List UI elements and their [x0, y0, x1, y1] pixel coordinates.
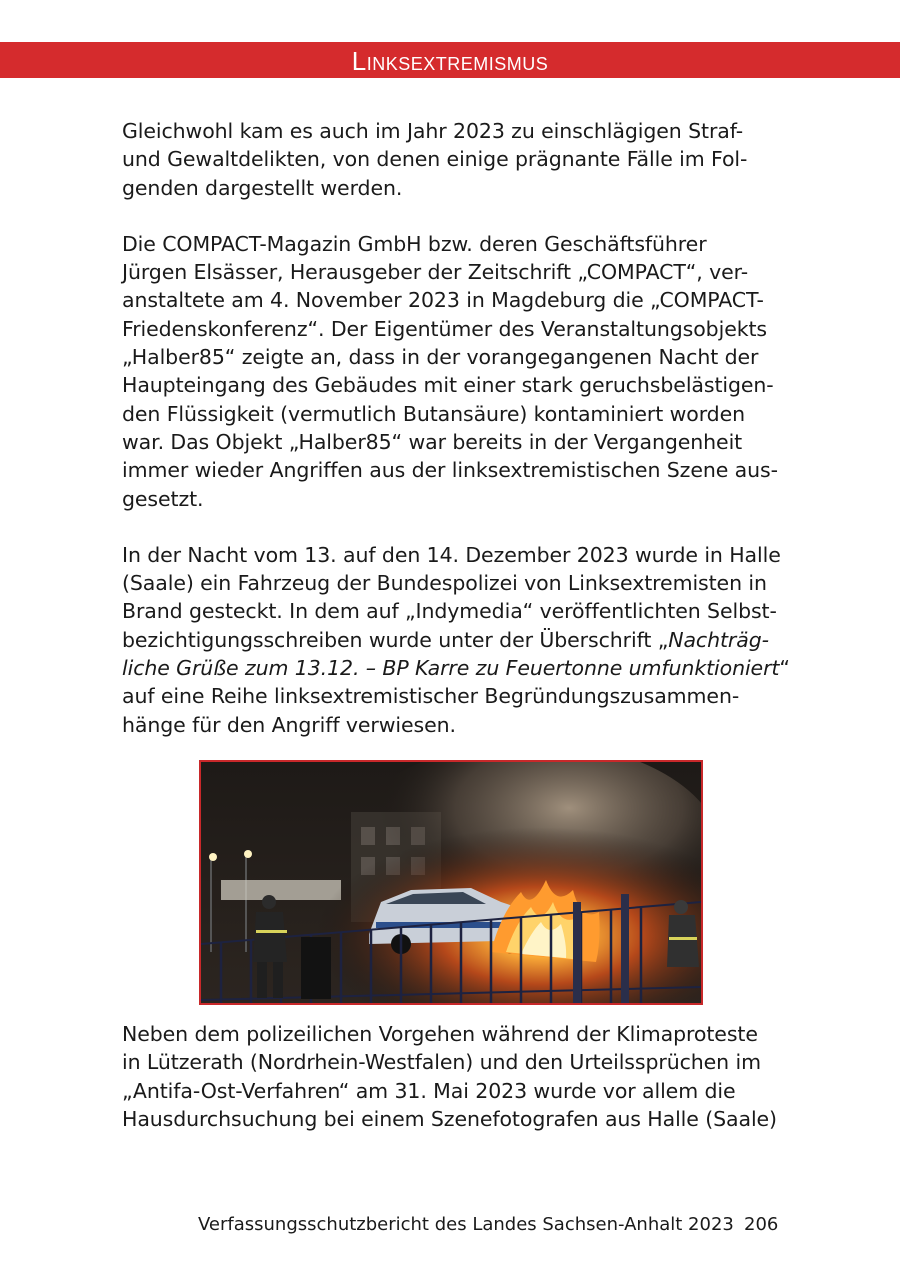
text-line: immer wieder Angriffen aus der linksextremistischen Szene aus- [122, 458, 778, 483]
text-line: Neben dem polizeilichen Vorgehen während der Klimaproteste [122, 1022, 758, 1046]
text-line: Friedenskonferenz“. Der Eigentümer des Veranstaltungsobjekts [122, 316, 767, 341]
footer-publication-title: Verfassungsschutzbericht des Landes Sachsen-Anhalt 2023 [198, 1214, 734, 1235]
text-line: hänge für den Angriff verwiesen. [122, 712, 456, 737]
text-line: „Halber85“ zeigte an, dass in der vorangegangenen Nacht der [122, 345, 759, 370]
paragraph-2 [122, 230, 782, 513]
text-line: anstaltete am 4. November 2023 in Magdeburg die „COMPACT- [122, 288, 764, 313]
text-segment: bezichtigungsschreiben wurde unter der Überschrift „ [122, 627, 669, 652]
photo-illustration [201, 762, 701, 1003]
paragraph-1 [122, 117, 782, 202]
text-line: genden dargestellt werden. [122, 175, 403, 200]
paragraph-4 [122, 1020, 782, 1133]
text-line: auf eine Reihe linksextremistischer Begründungszusammen- [122, 684, 740, 709]
paragraph-4-text [122, 1020, 782, 1133]
text-line [122, 626, 782, 654]
text-line [122, 654, 790, 682]
text-line: Die COMPACT-Magazin GmbH bzw. deren Geschäftsführer [122, 231, 707, 256]
text-line: in Lützerath (Nordrhein-Westfalen) und den Urteilssprüchen im [122, 1050, 761, 1075]
text-line: In der Nacht vom 13. auf den 14. Dezember 2023 wurde in Halle [122, 542, 781, 567]
quoted-headline-start: Nachträg- [668, 627, 769, 652]
text-line: Hausdurchsuchung bei einem Szenefotografen aus Halle (Saale) [122, 1106, 777, 1131]
text-line: Gleichwohl kam es auch im Jahr 2023 zu einschlägigen Straf- [122, 119, 744, 143]
main-content [122, 117, 790, 767]
text-line: Brand gesteckt. In dem auf „Indymedia“ veröffentlichten Selbst- [122, 599, 777, 624]
text-line: „Antifa-Ost-Verfahren“ am 31. Mai 2023 wurde vor allem die [122, 1078, 736, 1103]
quoted-headline: liche Grüße zum 13.12. – BP Karre zu Feuertonne umfunktioniert [122, 656, 780, 681]
text-line: den Flüssigkeit (vermutlich Butansäure) kontaminiert worden [122, 401, 745, 426]
page-section-title: Linksextremismus [351, 46, 549, 76]
paragraph-3 [122, 541, 790, 739]
text-line: (Saale) ein Fahrzeug der Bundespolizei von Linksextremisten in [122, 571, 767, 596]
text-line: Jürgen Elsässer, Herausgeber der Zeitschrift „COMPACT“, ver- [122, 260, 748, 285]
photo-burning-police-car [199, 760, 703, 1005]
text-line: war. Das Objekt „Halber85“ war bereits in der Vergangenheit [122, 429, 743, 454]
page-number: 206 [744, 1214, 779, 1235]
closing-quote: “ [779, 656, 790, 681]
text-line: gesetzt. [122, 486, 204, 511]
text-line: Haupteingang des Gebäudes mit einer stark geruchsbelästigen- [122, 373, 774, 398]
text-line: und Gewaltdelikten, von denen einige prägnante Fälle im Fol- [122, 147, 748, 172]
